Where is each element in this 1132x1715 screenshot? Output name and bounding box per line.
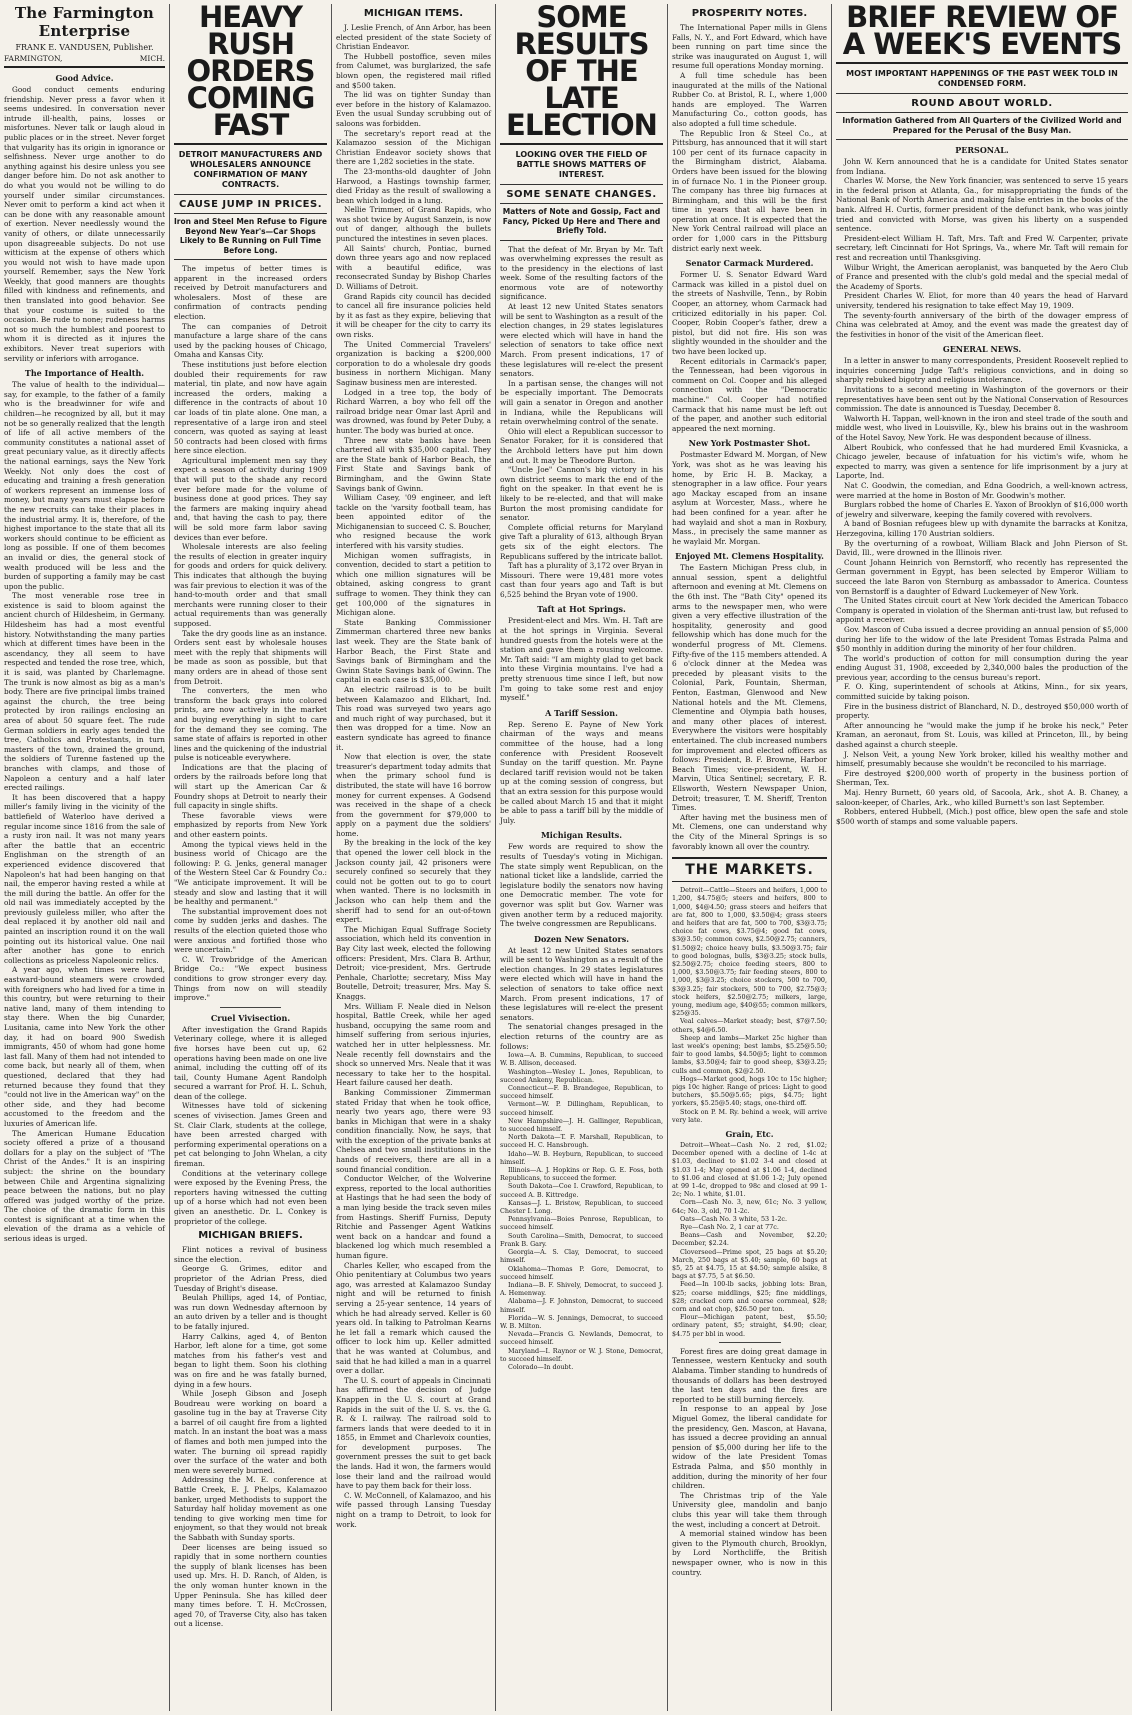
paragraph: The Hubbell postoffice, seven miles from Calumet, was burglarized, the safe blown open, the registered mail rifled and $500 taken.: [336, 51, 491, 90]
publisher-line: FRANK E. VANDUSEN, Publisher.: [15, 43, 154, 52]
paragraph: Harry Calkins, aged 4, of Benton Harbor, left alone for a time, got some matches from his father's vest and began to light them. Soon his clothing was on fire and he was fatally burned, dying in a few hours.: [174, 1331, 327, 1389]
paragraph: Beulah Phillips, aged 14, of Pontiac, was run down Wednesday afternoon by an auto driven by a teller and is thought to be fatally injured.: [174, 1293, 327, 1331]
col5-articles: [672, 258, 827, 851]
subhead-senate: SOME SENATE CHANGES.: [500, 189, 663, 204]
subdeck-information: Information Gathered from All Quarters of the Civilized World and Prepared for the Perusal of the Busy Man.: [836, 116, 1128, 140]
paragraph: South Dakota—Coe I. Crawford, Republican, to succeed A. B. Kittredge.: [500, 1182, 663, 1199]
divider: [220, 1007, 281, 1008]
paragraph: Indiana—B. F. Shively, Democrat, to succeed J. A. Hemenway.: [500, 1280, 663, 1298]
paragraph: Former U. S. Senator Edward Ward Carmack was killed in a pistol duel on the streets of Nashville, Tenn., by Robin Cooper, an attorney, whom Carmack had criticized editorially in his paper. Col. Cooper, Robin Cooper's father, drew a pistol, but did not fire. His son was slightly wounded in the shoulder and the two have been locked up.: [672, 270, 827, 356]
paragraph: William Casey, '09 engineer, and left tackle on the 'varsity football team, has been appointed editor of the Michiganensian to succeed C. S. Boucher, who resigned because the work interfered with his varsity studies.: [336, 493, 491, 551]
paragraph: Mrs. William F. Neale died in Nelson hospital, Battle Creek, while her aged husband, occupying the same room and himself suffering from serious injuries, watched her in utter helplessness. Mr. Neale recently fell downstairs and the shock so unnerved Mrs. Neale that it was necessary to take her to the hospital. Heart failure caused her death.: [336, 1001, 491, 1088]
newspaper-title: The Farmington Enterprise: [14, 4, 155, 40]
paragraph: The seventy-fourth anniversary of the birth of the dowager empress of China was celebrated at Amoy, and the event was made the greatest day of the festivities in honor of the visit of the American fleet.: [836, 310, 1128, 339]
paragraph: Fire destroyed $200,000 worth of property in the business portion of Sherman, Tex.: [836, 768, 1128, 788]
paragraph: The 23-months-old daughter of John Harwood, a Hastings township farmer, died Friday as the result of swallowing a bean which lodged in a lung.: [336, 166, 491, 205]
paragraph: Flour—Michigan patent, best, $5.50; ordinary patent, $5; straight, $4.90; clear, $4.75 per bbl in wood.: [672, 1313, 827, 1338]
paragraph: President-elect William H. Taft, Mrs. Taft and Fred W. Carpenter, private secretary, left Cincinnati for Hot Springs, Va., where Mr. Taft will remain for rest and recreation until Thanksgiving.: [836, 233, 1128, 262]
paragraph: Colorado—In doubt.: [508, 1362, 574, 1371]
state: MICH.: [139, 54, 165, 63]
paragraph: A full time schedule has been inaugurated at the mills of the National Rubber Co. at Bristol, R. I., where 1,000 hands are employed. The Warren Manufacturing Co., cotton goods, has also adopted a full time schedule.: [672, 70, 827, 128]
paragraph: All Saints' church, Pontiac, burned down three years ago and now replaced with a beautiful edifice, was reconsecrated Sunday by Bishop Charles D. Williams of Detroit.: [336, 243, 491, 292]
deck-happenings: MOST IMPORTANT HAPPENINGS OF THE PAST WEEK TOLD IN CONDENSED FORM.: [836, 69, 1128, 94]
paragraph: South Carolina—Smith, Democrat, to succeed Frank B. Gary.: [500, 1231, 663, 1248]
paragraph: F. O. King, superintendent of schools at Atkins, Minn., for six years, committed suicide by taking poison.: [836, 682, 1128, 702]
grain-body: [672, 1141, 827, 1338]
article-heading: Dozen New Senators.: [534, 933, 629, 944]
closing-body: [672, 1347, 827, 1577]
paragraph: In a letter in answer to many correspondents, President Roosevelt replied to inquiries concerning Judge Taft's religious convictions, and in doing so sharply rebuked bigotry and religious intolerance.: [836, 356, 1128, 385]
paragraph: By the breaking in the lock of the key that opened the lower cell block in the Jackson county jail, 42 prisoners were securely confined so securely that they could not be gotten out to go to court when wanted. There is no locksmith in Jackson who can help them and the sheriff had to send for an out-of-town expert.: [336, 838, 491, 925]
paragraph: The United States circuit court at New York decided the American Tobacco Company is operated in violation of the Sherman anti-trust law, but refused to appoint a receiver.: [836, 596, 1128, 625]
paragraph: Among the typical views held in the business world of Chicago are the following: P. G. Jenks, general manager of the Western Steel Car & Foundry Co.: "We anticipate improvement. It will be steady and slow and lasting that it will be healthy and permanent.": [174, 839, 327, 907]
paragraph: Agricultural implement men say they expect a season of activity during 1909 that will put to the shade any record ever before made for the volume of business done at good prices. They say the farmers are making inquiry ahead and, that having the cash to pay, there will be sold more farm labor saving devices than ever before.: [174, 455, 327, 542]
deck-manufacturers: DETROIT MANUFACTURERS AND WHOLESALERS ANNOUNCE CONFIRMATION OF MANY CONTRACTS.: [174, 150, 327, 195]
paragraph: The American Humane Education society offered a prize of a thousand dollars for a play on the subject of "The Christ of the Andes." It is an inspiring subject: the shrine on the boundary between Chile and Argentina signalizing peace between the nations, but no play offered was judged worthy of the prize. The choice of the dramatic form in this contest is significant at a time when the elevation of the drama as a vehicle of serious ideas is urged.: [4, 1128, 165, 1244]
paragraph: These favorable views were emphasized by reports from New York and other eastern points.: [174, 810, 327, 840]
paragraph: Pennsylvania—Boies Penrose, Republican, to succeed himself.: [500, 1215, 663, 1232]
paragraph: Detroit—Wheat—Cash No. 2 red, $1.02; December opened with a decline of 1-4c at $1.03, declined to $1.02 3-4 and closed at $1.03 1-4; May opened at $1.06 1-4, declined to $1.06 and closed at $1.06 1-2; July opened at 99 1-4c, dropped to 98c and closed at 99 1-2c; No. 1 white, $1.01.: [672, 1140, 827, 1199]
michigan-briefs-head: MICHIGAN BRIEFS.: [198, 1230, 303, 1242]
paragraph: That the defeat of Mr. Bryan by Mr. Taft was overwhelming expresses the result as to the presidency in the elections of last week. Some of the resulting factors of the enormous vote are of noteworthy significance.: [500, 244, 663, 302]
paragraph: C. W. McConnell, of Kalamazoo, and his wife passed through Lansing Tuesday night on a tramp to Detroit, to look for work.: [336, 1490, 491, 1529]
paragraph: Corn—Cash No. 3, new, 61c; No. 3 yellow, 64c; No. 3, old, 70 1-2c.: [672, 1198, 827, 1215]
paragraph: Gov. Mascon of Cuba issued a decree providing an annual pension of $5,000 during her life to the widow of the late President Tomas Estrada Palma and $50 monthly in addition during the minority of her four children.: [836, 624, 1128, 654]
paragraph: Wholesale interests are also feeling the results of election in greater inquiry for goods and orders for quick delivery. This indicates that although the buying was fair previous to election it was of the hand-to-mouth order and that small merchants were running closer to their actual requirements than was generally supposed.: [174, 542, 327, 628]
paragraph: Robbers, entered Hubbell, (Mich.) post office, blew open the safe and stole $500 worth of stamps and some valuable papers.: [836, 807, 1128, 826]
markets-body: [672, 886, 827, 1124]
paragraph: After announcing he "would make the jump if he broke his neck," Peter Kraman, an aeronaut, from St. Louis, was killed at Princeton, Ill., by being dashed against a church steeple.: [836, 720, 1128, 750]
senator-list: [500, 1051, 663, 1371]
paragraph: Sheep and lambs—Market 25c higher than last week's opening; best lambs, $5.25@5.50; fair to good lambs, $4.50@5; light to common lambs, $3.50@4; fair to good sheep, $3@3.25; culls and common, $2@2.50.: [672, 1033, 827, 1075]
col2-articles: [174, 1013, 327, 1226]
paragraph: Michigan women suffragists, in convention, decided to start a petition to which one million signatures will be obtained, asking congress to grant suffrage to women. They think they can get 100,000 of the signatures in Michigan alone.: [336, 550, 491, 618]
paragraph: A year ago, when times were hard, eastward-bound steamers were crowded with foreigners who had lived for a time in this country, but were returning to their native land, many of them intending to stay there. When the big Cunarder, Lusitania, came into New York the other day, it had on board 900 Swedish immigrants, 450 of whom had gone home last fall. Many of them had not intended to come back, but nearly all of them, when questioned, declared that they had returned because they found that they "could not live in the American way" on the other side, and they had become accustomed to the freedom and the luxuries of American life.: [4, 965, 165, 1128]
paragraph: After investigation the Grand Rapids Veterinary college, where it is alleged five horses have been cut up, 62 operations having been made on one live animal, including the cutting off of its tail, County Humane Agent Randolph secured a warrant for Prof. H. L. Schuh, dean of the college.: [174, 1024, 327, 1101]
paragraph: These institutions just before election doubled their requirements for raw material, tin plate, and now have again increased the orders, making a difference in the contracts of about 10 car loads of tin plate alone. One man, a representative of a large iron and steel concern, was quoted as saying at least 50 contracts had been closed with firms here since election.: [174, 359, 327, 456]
paragraph: Alabama—J. F. Johnston, Democrat, to succeed himself.: [500, 1297, 663, 1314]
paragraph: Washington—Wesley L. Jones, Republican, to succeed Ankeny, Republican.: [500, 1067, 663, 1084]
paragraph: The lid was on tighter Sunday than ever before in the history of Kalamazoo. Even the usual Sunday scrubbing out of saloons was forbidden.: [336, 90, 491, 128]
paragraph: New Hampshire—J. H. Gallinger, Republican, to succeed himself.: [500, 1116, 663, 1134]
article-heading: Senator Carmack Murdered.: [685, 258, 814, 269]
paragraph: Count Johann Heinrich von Bernstorff, who recently has represented the German government in Egypt, has been selected by Emperor William to succeed the late Baron von Sternburg as ambassador to America. Countess von Bernstorff is a daughter of Edward Luckemeyer of New York.: [836, 557, 1128, 596]
paragraph: Witnesses have told of sickening scenes of vivisection. James Green and St. Clair Clark, students at the college, have been arrested charged with performing experimental operations on a pet cat belonging to John Whelan, a city fireman.: [174, 1101, 327, 1169]
city: FARMINGTON,: [4, 54, 63, 63]
paragraph: Addressing the M. E. conference at Battle Creek, E. J. Phelps, Kalamazoo banker, urged Methodists to support the Saturday half holiday movement as one tending to give working men time for enjoyment, so that they would not break the Sabbath with Sunday sports.: [174, 1475, 327, 1542]
paragraph: Now that election is over, the state treasurer's department today admits that when the primary school fund is distributed, the state will have 16 borrow money for current expenses. A Godsend was received in the shape of a check from the government for $79,000 to apply on a payment due the soldiers' home.: [336, 752, 491, 838]
michigan-items-body: [336, 23, 491, 1529]
paragraph: Detroit—Cattle—Steers and heifers, 1,000 to 1,200, $4.75@5; steers and heifers, 800 to 1,000, $4@4.50; grass steers and heifers that are fat, 800 to 1,000, $3.50@4; grass steers and heifers that are fat, 500 to 700, $3@3.75; choice fat cows, $3.75@4; good fat cows, $3@3.50; common cows, $2.50@2.75; canners, $1.50@2; choice heavy bulls, $3.50@3.75; fair to good bolognas, bulls, $3@3.25; stock bulls, $2.50@2.75; choice feeding steers, 800 to 1,000, $3.50@3.75; fair feeding steers, 800 to 1,000, $3@3.25; choice stockers, 500 to 700, $3@3.25; fair stockers, 500 to 700, $2.75@3; stock heifers, $2.50@2.75; milkers, large, young, medium age, $40@55; common milkers, $25@35.: [672, 886, 827, 1018]
election-body: [500, 245, 663, 600]
paragraph: Hogs—Market good, hogs 10c to 15c higher; pigs 10c higher. Range of prices: Light to good butchers, $5.50@5.65; pigs, $4.75; light yorkers, $5.25@5.40; stags, one-third off.: [672, 1074, 827, 1108]
paragraph: Connecticut—F. B. Brandegee, Republican, to succeed himself.: [500, 1084, 663, 1101]
paragraph: Few words are required to show the results of Tuesday's voting in Michigan. The state simply went Republican, on the national ticket like a landslide, carried the legislature bodily the senators now having one Democratic member. The vote for governor was split but Gov. Warner was given another term by a reduced majority. The twelve congressmen are Republicans.: [500, 842, 663, 929]
paragraph: The U. S. court of appeals in Cincinnati has affirmed the decision of Judge Knappen in the U. S. court at Grand Rapids in the suit of the U. S. vs. the G. R. & I. railway. The railroad sold to farmers lands that were deeded to it in 1855, in Emmet and Charlevoix counties, for development purposes. The government presses the suit to get back the lands. Had it won, the farmers would lose their land and the railroad would have to pay them back for their loss.: [336, 1375, 491, 1491]
paragraph: Albert Roubick, who confessed that he had murdered Emil Kvasnicka, a Chicago jeweler, because of infatuation for his victim's wife, whom he expected to marry, was given a sentence for life imprisonment by a jury at Laporte, Ind.: [836, 442, 1128, 481]
paragraph: Invitations to a second meeting in Washington of the governors or their representatives have been sent out by the National Conservation of Resources commission. The date is announced is Tuesday, December 8.: [836, 385, 1128, 414]
paragraph: Charles Keller, who escaped from the Ohio penitentiary at Columbus two years ago, was arrested at Kalamazoo Sunday night and will be returned to finish serving a 25-year sentence, 14 years of which he had already served. Keller is 60 years old. In talking to Patrolman Kearns he let fall a remark which caused the officer to lock him up. Keller admitted that he was wanted at Columbus, and said that he had killed a man in a quarrel over a dollar.: [336, 1260, 491, 1376]
paragraph: Nellie Trimmer, of Grand Rapids, who was shot twice by August Sanzein, is now out of danger, although the bullets punctured the intestines in seven places.: [336, 205, 491, 244]
col1-articles: [4, 73, 165, 1244]
headline-election: SOME RESULTS OF THE LATE ELECTION: [500, 4, 663, 145]
prosperity-notes-head: PROSPERITY NOTES.: [691, 8, 808, 19]
paragraph: Postmaster Edward M. Morgan, of New York, was shot as he was leaving his home, by Eric H. B. Mackay, a stenographer in a law office. Four years ago Mackay escaped from an insane asylum at Worcester, Mass., where he had been confined for a year. after he had waylaid and shot a man in Roxbury, Mass., in precisely the same manner as he waylaid Mr. Morgan.: [672, 450, 828, 546]
paragraph: Wilbur Wright, the American aeroplanist, was banqueted by the Aero Club of France and presented with the club's gold medal and the special medal of the Academy of Sports.: [836, 262, 1128, 291]
paragraph: Idaho—W. B. Heyburn, Republican, to succeed himself.: [500, 1149, 663, 1166]
paragraph: Lodged in a tree top, the body of Richard Warren, a boy who fell off the railroad bridge near Omar last April and was drowned, was found by Peter Duby, a hunter. The body was buried at once.: [336, 387, 491, 435]
paragraph: Walworth H. Tappan, well-known in the iron and steel trade of the south and middle west, who lived in Louisville, Ky., blew his brains out in the washroom of the Hotel Savoy, New York. He was despondent because of illness.: [836, 413, 1128, 443]
paragraph: Fire in the business district of Blanchard, N. D., destroyed $50,000 worth of property.: [836, 701, 1128, 721]
markets-head: THE MARKETS.: [672, 857, 827, 882]
paragraph: "Uncle Joe" Cannon's big victory in his own district seems to mark the end of the fight on the speaker. In that event he is likely to be re-elected, and that will make Burton the most promising candidate for senator.: [500, 465, 663, 523]
paragraph: While Joseph Gibson and Joseph Boudreau were working on board a gasoline tug in the bay at Traverse City a barrel of oil caught fire from a lighted match. In an instant the boat was a mass of flames and both men jumped into the water. The burning oil spread rapidly over the surface of the water and both men were severely burned.: [174, 1389, 327, 1475]
paragraph: The most venerable rose tree in existence is said to bloom against the ancient church of Hildesheim, in Germany. Hildesheim has had a most eventful history. Notwithstanding the many parties which at different times have been in the ascendancy, they all seem to have respected and tended the rose tree, which, it is said, was planted by Charlemagne. The trunk is now almost as big as a man's body. There are five principal limbs trained against the church, the tree being protected by iron railings enclosing an area of about 50 square feet. The rude German soldiers in early ages tended the tree, Catholics and Protestants, in turn masters of the town, drained the ground, the soldiers of Turenne fastened up the branches with clamps, and those of Napoleon a century and a half later erected railings.: [4, 591, 165, 793]
paragraph: Rye—Cash No. 2, 1 car at 77c.: [680, 1223, 779, 1232]
paragraph: Kansas—J. L. Bristow, Republican, to succeed Chester I. Long.: [500, 1198, 663, 1216]
paragraph: Taft has a plurality of 3,172 over Bryan in Missouri. There were 19,481 more votes cast than four years ago and Taft is but 6,525 behind the Bryan vote of 1900.: [500, 561, 663, 599]
paragraph: North Dakota—T. F. Marshall, Republican, to succeed H. C. Hansbrough.: [500, 1133, 663, 1150]
paragraph: The world's production of cotton for mill consumption during the year ending August 31, 1908, exceeded by 2,340,000 bales the production of the previous year, according to the census bureau's report.: [836, 653, 1128, 682]
col4-articles: [500, 604, 663, 1051]
rush-orders-body: [174, 264, 327, 1003]
paragraph: Nat C. Goodwin, the comedian, and Edna Goodrich, a well-known actress, were married at the home in Boston of Mr. Goodwin's mother.: [836, 481, 1128, 500]
paragraph: Forest fires are doing great damage in Tennessee, western Kentucky and south Alabama. Timber standing to hundreds of thousands of dollars has been destroyed the last ten days and the fires are reported to be still burning fiercely.: [672, 1346, 827, 1404]
paragraph: The substantial improvement does not come by sudden jerks and dashes. The results of the election quieted those who were anxious and fortified those who were uncertain.": [174, 906, 327, 955]
column-6: [832, 4, 1132, 1711]
paragraph: An electric railroad is to be built between Kalamazoo and Elkhart, Ind. This road was surveyed two years ago and much right of way purchased, but it then was dropped for a time. Now an eastern syndicate has agreed to finance it.: [336, 684, 491, 752]
paragraph: Florida—W. S. Jennings, Democrat, to succeed W. B. Milton.: [500, 1313, 663, 1330]
paragraph: Beans—Cash and November, $2.20; December, $2.24.: [672, 1231, 827, 1248]
column-3: [332, 4, 496, 1711]
paragraph: President-elect and Mrs. Wm. H. Taft are at the hot springs in Virginia. Several hundred guests from the hotels were at the station and gave them a rousing welcome. Mr. Taft said: "I am mighty glad to get back into these Virginia mountains. I've had a pretty strenuous time since I left, but now I'm going to take some rest and enjoy myself.": [500, 616, 663, 703]
prosperity-body: [672, 23, 827, 253]
paragraph: Maryland—I. Raynor or W. J. Stone, Democrat, to succeed himself.: [500, 1346, 663, 1363]
headline-rush-orders: HEAVY RUSH ORDERS COMING FAST: [174, 4, 327, 145]
article-heading: Taft at Hot Springs.: [537, 604, 626, 615]
paragraph: Feed—In 100-lb sacks, jobbing lots: Bran, $25; coarse middlings, $25; fine middlings, $28; cracked corn and coarse cornmeal, $28; corn and oat chop, $26.50 per ton.: [672, 1280, 827, 1314]
paragraph: J. Nelson Veit, a young New York broker, killed his wealthy mother and himself, presumably because she wouldn't be reconciled to his marriage.: [836, 749, 1128, 769]
paragraph: Charles W. Morse, the New York financier, was sentenced to serve 15 years in the federal prison at Atlanta, Ga., for misappropriating the funds of the National Bank of North America and making false entries in the books of the bank. Alfred H. Curtis, former president of the defunct bank, who was jointly tried and convicted with Morse, was given his liberty on a suspended sentence.: [836, 176, 1128, 234]
paragraph: By the overturning of a rowboat, William Black and John Pierson of St. David, Ill., were drowned in the Illinois river.: [836, 538, 1128, 558]
article-heading: Cruel Vivisection.: [210, 1012, 291, 1023]
divider: [719, 1342, 781, 1343]
paragraph: Oats—Cash No. 3 white, 53 1-2c.: [680, 1214, 788, 1223]
subhead-prices: CAUSE JUMP IN PRICES.: [174, 199, 327, 214]
paragraph: John W. Kern announced that he is a candidate for United States senator from Indiana.: [836, 157, 1128, 176]
paragraph: The impetus of better times is apparent in the increased orders received by Detroit manufacturers and wholesalers. Most of these are confirmation of contracts pending election.: [174, 264, 327, 321]
paragraph: Georgia—A. S. Clay, Democrat, to succeed himself.: [500, 1248, 663, 1265]
paragraph: The secretary's report read at the Kalamazoo session of the Michigan Christian Endeavor society shows that there are 1,282 societies in the state.: [336, 128, 491, 167]
paragraph: J. Leslie French, of Ann Arbor, has been elected president of the state Society of Christian Endeavor.: [336, 23, 491, 52]
paragraph: In response to an appeal by Jose Miguel Gomez, the liberal candidate for the presidency, Gen. Mascon, at Havana, has issued a decree providing an annual pension of $5,000 during her life to the widow of the late President Tomas Estrada Palma, and $50 monthly in addition, during the minority of her four children.: [672, 1404, 827, 1491]
column-2: [170, 4, 332, 1711]
grain-head: Grain, Etc.: [725, 1128, 774, 1139]
paragraph: The converters, the men who transform the back grays into colored prints, are now actively in the market and buying everything in sight to care for the demand they see coming. The same state of affairs is reported in other lines and the quickening of the industrial pulse is noticeable everywhere.: [174, 686, 327, 763]
paragraph: The can companies of Detroit manufacture a large share of the cans used by the packing houses of Chicago, Omaha and Kansas City.: [174, 321, 327, 360]
paragraph: Flint notices a revival of business since the election.: [174, 1245, 327, 1264]
article-heading: The Importance of Health.: [24, 368, 145, 379]
article-heading: New York Postmaster Shot.: [688, 438, 811, 449]
paragraph: The Republic Iron & Steel Co., at Pittsburg, has announced that it will start 100 per cent of its furnace capacity in the Birmingham district, Alabama. Orders have been issued for the blowing in of furnace No. 1 in the Pioneer group. The company has three big furnaces at Birmingham, and this will be the first time in years that all have been in operation at once. It is expected that the New York Central railroad will place an order for 1,000 cars in the Pittsburg district early next week.: [672, 128, 827, 253]
paragraph: Oklahoma—Thomas P. Gore, Democrat, to succeed himself.: [500, 1264, 663, 1281]
paragraph: The Eastern Michigan Press club, in annual session, spent a delightful afternoon and evening at Mt. Clemens on the 6th inst. The "Bath City" opened its arms to the newspaper men, who were given a very effective illustration of the hospitality, generosity and good fellowship which has done much for the wonderful progress of Mt. Clemens. Fifty-five of the 115 members attended. A 6 o'clock dinner at the Medea was preceded by pleasant visits to the Colonial, Park, Fountain, Sherman, Fenton, Eastman, Glenwood and New National hotels and the Mt. Clemens, Clementine and Olympia bath houses, and many other places of interest. Everywhere the visitors were hospitably entertained. The club increased numbers for improvement and elected officers as follows: President, B. F. Browne, Harbor Beach Times; vice-president, W. H. Marvin, Utica Sentinel; secretary, F. R. Ellsworth, Western Newspaper Union, Detroit; treasurer, T. M. Sheriff, Trenton Times.: [672, 563, 827, 813]
column-4: [496, 4, 668, 1711]
paragraph: At least 12 new United States senators will be sent to Washington as a result of the election changes, in 29 states legislatures were elected which will have in hand the selection of senators to take office next March. From present indications, 17 of these legislatures will re-elect the present senators.: [500, 302, 663, 379]
paragraph: Grand Rapids city council has decided to cancel all fire insurance policies held by it as fast as they expire, believing that it will be cheaper for the city to carry its own risks.: [336, 291, 491, 339]
paragraph: It has been discovered that a happy miller's family living in the vicinity of the battlefield of Waterloo have derived a regular income since 1816 from the sale of a rusty iron nail. It was not many years after the battle that an eccentric Englishman on the strength of an experienced evidence discovered that Napoleon's hat had been hanging on that nail, the emperor having rested a while at the mill during the battle. An offer for the old nail was immediately accepted by the previously guileless miller, who after the deal replaced it by another old nail and painted an inscription round it on the wall pointing out its historical value. One nail after another has gone to enrich collections as priceless Napoleonic relics.: [4, 792, 165, 965]
paragraph: C. W. Trowbridge of the American Bridge Co.: "We expect business conditions to grow stronger every day. Things from now on will steadily improve.": [174, 954, 327, 1003]
paragraph: After having met the business men of Mt. Clemens, one can understand why the City of the Mineral Springs is so favorably known all over the country.: [672, 812, 827, 851]
subdeck-iron-steel: Iron and Steel Men Refuse to Figure Beyond New Year's—Car Shops Likely to Be Running on Full Time Before Long.: [174, 217, 327, 260]
paragraph: Rep. Sereno E. Payne of New York chairman of the ways and means committee of the house, had a long conference with President Roosevelt Sunday on the tariff question. Mr. Payne declared tariff revision would not be taken up at the coming session of congress, but that an extra session for this purpose would be called about March 15 and that it might be able to pass a tariff bill by the middle of July.: [500, 719, 664, 825]
paragraph: Ohio will elect a Republican successor to Senator Foraker, for it is considered that the Archbold letters have put him down and out. It may be Theodore Burton.: [500, 426, 663, 465]
masthead: [4, 4, 165, 68]
michigan-briefs-body: [174, 1245, 327, 1629]
paragraph: A memorial stained window has been given to the Plymouth church, Brooklyn, by Lord Northcliffe, the British newspaper owner, who is now in this country.: [672, 1529, 827, 1577]
paragraph: Three new state banks have been chartered all with $35,000 capital. They are the State bank of Harbor Beach, the First State and Savings bank of Birmingham, and the Gwinn State Savings bank of Gwinn.: [336, 435, 491, 493]
paragraph: A band of Bosnian refugees blew up with dynamite the barracks at Konitza, Herzegovina, killing 170 Austrian soldiers.: [836, 519, 1128, 538]
subdeck-gossip: Matters of Note and Gossip, Fact and Fancy, Picked Up Here and There and Briefly Told.: [500, 207, 663, 241]
paragraph: Maj. Henry Burnett, 60 years old, of Sacoola, Ark., shot A. B. Chaney, a saloon-keeper, of Charles, Ark., who killed Burnett's son last September.: [836, 788, 1128, 807]
article-heading: Enjoyed Mt. Clemens Hospitality.: [675, 551, 824, 562]
paragraph: Banking Commissioner Zimmerman stated Friday that when he took office, nearly two years ago, there were 93 banks in Michigan that were in a shaky condition financially. Now, he says, that with the exception of the private banks at Chelsea and two small institutions in the hands of receivers, there are all in a sound financial condition.: [336, 1087, 491, 1174]
paragraph: Deer licenses are being issued so rapidly that in some northern counties the supply of blank licenses has been used up. Mrs. H. D. Ranch, of Alden, is the only woman hunter known in the Upper Peninsula. She has killed deer many times before. T. H. McCrossen, aged 70, of Traverse City, also has taken out a license.: [174, 1542, 327, 1629]
paragraph: Cloverseed—Prime spot, 25 bags at $5.20; March, 250 bags at $5.40; sample, 60 bags at $5, 25 at $4.75, 15 at $4.50; sample alsike, 8 bags at $7.75, 5 at $6.50.: [672, 1247, 827, 1281]
paragraph: Stock on P. M. Ry. behind a week, will arrive very late.: [672, 1107, 827, 1124]
headline-week-events: BRIEF REVIEW OF A WEEK'S EVENTS: [836, 4, 1128, 64]
subhead-round-about: ROUND ABOUT WORLD.: [836, 98, 1128, 113]
paragraph: Burglars robbed the home of Charles E. Yaxon of Brooklyn of $16,000 worth of jewelry and silverware, keeping the family covered with revolvers.: [836, 500, 1128, 519]
paragraph: Illinois—A. J. Hopkins or Rep. G. E. Foss, both Republicans, to succeed the former.: [500, 1166, 663, 1183]
article-heading: A Tariff Session.: [545, 707, 618, 718]
paragraph: Good conduct cements enduring friendship. Never press a favor when it seems undesired. In conversation never intrude ill-health, pains, losses or misfortunes. Never talk or laugh aloud in public places or in the street. Never forget that vulgarity has its origin in ignorance or selfishness. Never urge another to do anything against his desire unless you see danger before him. Do not ask another to do what you would not be willing to do yourself under similar circumstances. Never omit to perform a kind act when it can be done with any reasonable amount of exertion. Never needlessly wound the vanity of others, or dilate unnecessarily upon disagreeable subjects. Do not use witticism at the expense of others which you would not wish to have made upon yourself. Remember, says the New York Weekly, that good manners are thoughts filled with kindness and refinements, and then translated into good behavior. See that your costume is suited to the occasion. Be rude to none; rudeness harms not so much the humblest and poorest to whom it is directed as it injures the exhibitors. Never treat superiors with servility or inferiors with arrogance.: [4, 85, 165, 363]
paragraph: Conditions at the veterinary college were exposed by the Evening Press, the reporters having witnessed the cutting up of a horse which had not even been given an anesthetic. Dr. L. Conkey is proprietor of the college.: [174, 1168, 327, 1226]
paragraph: Complete official returns for Maryland give Taft a plurality of 613, although Bryan gets six of the eight electors. The Republicans suffered by the intricate ballot.: [500, 522, 663, 561]
paragraph: The International Paper mills in Glens Falls, N. Y., and Fort Edward, which have been running on part time since the strike was inaugurated on August 1, will resume full operations Monday morning.: [672, 23, 827, 71]
col6-articles: [836, 145, 1128, 826]
paragraph: President Charles W. Eliot, for more than 40 years the head of Harvard university, tendered his resignation to take effect May 19, 1909.: [836, 291, 1128, 310]
paragraph: The Christmas trip of the Yale University glee, mandolin and banjo clubs this year will take them through the west, including a concert at Detroit.: [672, 1490, 827, 1529]
paragraph: At least 12 new United States senators will be sent to Washington as a result of the election changes. In 29 states legislatures were elected which will have in hand the selection of senators to take office next March. From present indications, 17 of these legislatures will re-elect the present senators.: [500, 945, 663, 1022]
paragraph: Veal calves—Market steady; best, $7@7.50; others, $4@6.50.: [672, 1017, 827, 1034]
paragraph: Conductor Welcher, of the Wolverine express, reported to the local authorities at Hastings that he had seen the body of a man lying beside the track seven miles from Hastings. Sheriff Furniss, Deputy Ritchie and Passenger Agent Watkins went back on a handcar and found a blackened log which much resembled a human figure.: [336, 1174, 491, 1260]
paragraph: George G. Grimes, editor and proprietor of the Adrian Press, died Tuesday of Bright's disease.: [174, 1264, 327, 1293]
paragraph: The Michigan Equal Suffrage Society association, which held its convention in Bay City last week, elected the following officers: President, Mrs. Clara B. Arthur, Detroit; vice-president, Mrs. Gertrude Penhale, Charlotte; secretary, Miss May Boutelle, Detroit; treasurer, Mrs. May S. Knaggs.: [336, 924, 491, 1001]
article-heading: Good Advice.: [55, 73, 114, 83]
paragraph: The United Commercial Travelers' organization is backing a $200,000 corporation to do a wholesale dry goods business in northern Michigan. Many Saginaw business men are interested.: [336, 339, 491, 387]
paragraph: Vermont—W. P. Dillingham, Republican, to succeed himself.: [500, 1100, 663, 1117]
paragraph: Iowa—A. B. Cummins, Republican, to succeed W. B. Allison, deceased.: [500, 1051, 663, 1068]
article-heading: GENERAL NEWS.: [942, 344, 1022, 355]
paragraph: The value of health to the individual—say, for example, to the father of a family who is the breadwinner for wife and children—he recognized by all, but it may not be so generally realized that the length of life of all active members of the community constitutes a national asset of great pecuniary value, as it directly affects the national earnings, says the New York Weekly. Not only does the cost of educating and training a fresh generation of workers represent an immense loss of money, but many years must elapse before the new recruits can take their places in the industrial army. It is, therefore, of the highest importance to the state that all its workers should continue to be efficient as long as possible. If one of them becomes an invalid or dies, the general stock of wealth produced will be less and the burden of supporting a family may be cast upon the public.: [4, 380, 165, 591]
paragraph: In a partisan sense, the changes will not be especially important. The Democrats will gain a senator in Oregon and another in Indiana, while the Republicans will retain overwhelming control of the senate.: [500, 378, 663, 427]
paragraph: State Banking Commissioner Zimmerman chartered three new banks last week. They are the State bank of Harbor Beach, the First State and Savings bank of Birmingham and the Gwinn State Savings bank of Gwinn. The capital in each case is $35,000.: [336, 617, 491, 685]
article-heading: Michigan Results.: [540, 830, 623, 841]
paragraph: Take the dry goods line as an instance. Orders sent east by wholesale houses meet with the reply that shipments will be made as soon as possible, but that many orders are in ahead of those sent from Detroit.: [174, 628, 327, 686]
michigan-items-head: MICHIGAN ITEMS.: [363, 8, 464, 19]
dateline: [4, 54, 165, 63]
paragraph: The senatorial changes presaged in the election returns of the country are as follows:: [500, 1022, 663, 1051]
deck-field-of-battle: LOOKING OVER THE FIELD OF BATTLE SHOWS MATTERS OF INTEREST.: [500, 150, 663, 185]
paragraph: Recent editorials in Carmack's paper, the Tennessean, had been vigorous in comment on Col. Cooper and his alleged connection with the "Democratic machine." Col. Cooper had notified Carmack that his name must be left out of the paper, and another such editorial appeared the next morning.: [672, 356, 827, 433]
article-heading: PERSONAL.: [955, 145, 1009, 155]
column-5: [668, 4, 832, 1711]
paragraph: Nevada—Francis G. Newlands, Democrat, to succeed himself.: [500, 1330, 663, 1347]
column-1: [0, 4, 170, 1711]
paragraph: Indications are that the placing of orders by the railroads before long that will start up the American Car & Foundry shops at Detroit to nearly their full capacity in single shifts.: [174, 762, 327, 811]
